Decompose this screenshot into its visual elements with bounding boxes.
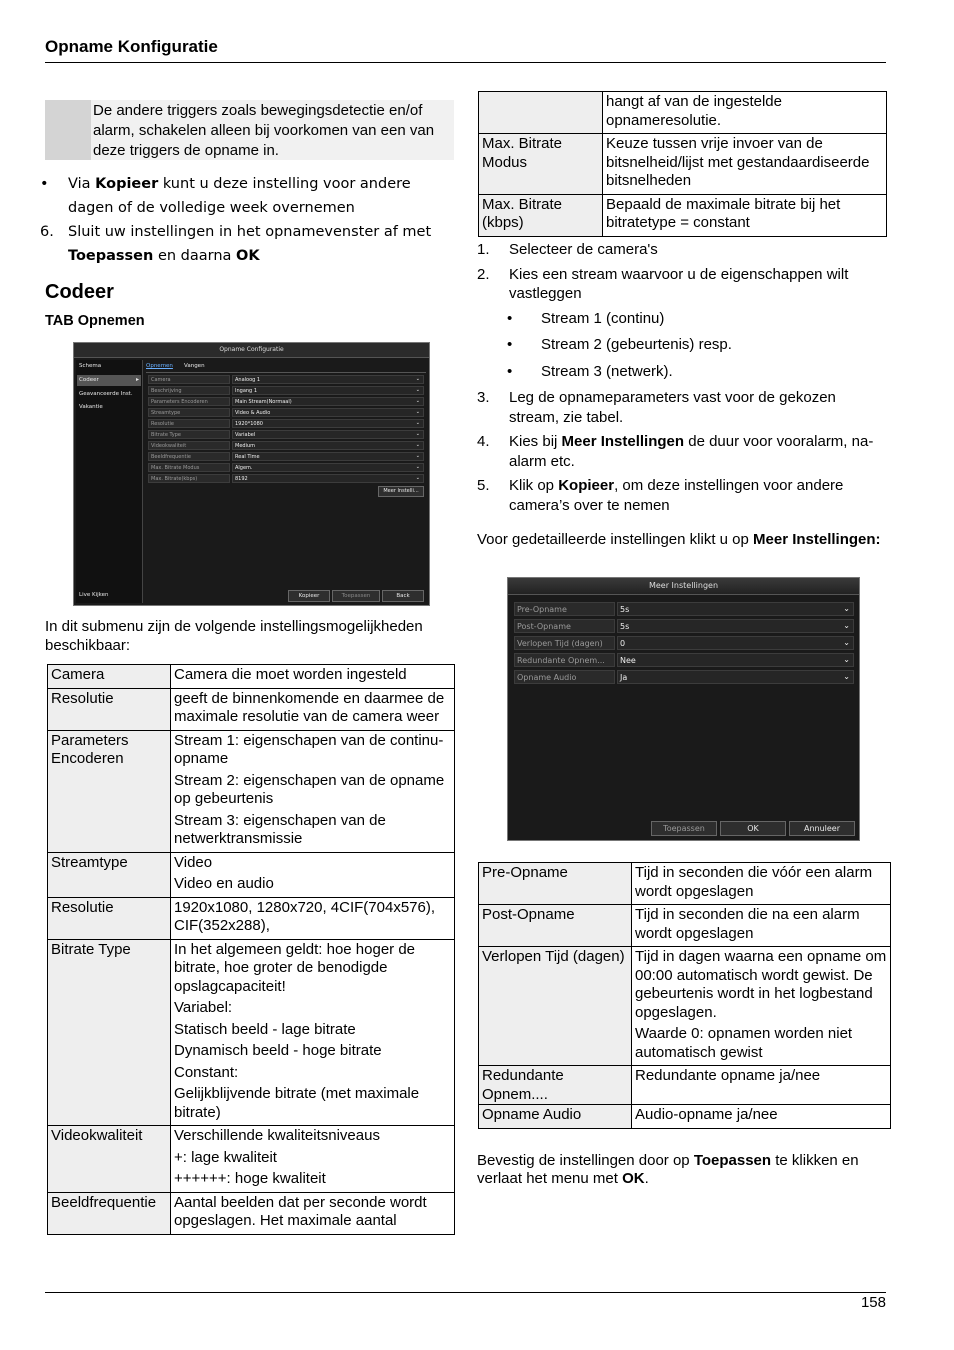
step-text: Leg de opnameparameters vast voor de gekozen stream, zie tabel. bbox=[509, 389, 836, 426]
chevron-down-icon: ⌄ bbox=[415, 442, 420, 448]
detail-text-bold: Meer Instellingen: bbox=[753, 531, 881, 548]
dvr-setting-label: Max. Bitrate Modus bbox=[148, 463, 230, 472]
dvr-setting-label: Videokwaliteit bbox=[148, 441, 230, 450]
table-value-cell bbox=[171, 897, 455, 939]
settings-table-2 bbox=[478, 91, 887, 237]
table-value-line: Verschillende kwaliteitsniveaus bbox=[174, 1127, 380, 1144]
table-value-cell bbox=[603, 134, 887, 195]
chevron-down-icon: ⌄ bbox=[415, 431, 420, 437]
table-row bbox=[479, 863, 891, 905]
step-2 bbox=[477, 265, 887, 304]
table-value-line: Audio-opname ja/nee bbox=[635, 1106, 778, 1123]
table-value-line: Keuze tussen vrije invoer van de bitsnelheid/lijst met gestandaardiseerde bitsnelheden bbox=[606, 135, 870, 189]
dvr-setting-value: 1920*1080 bbox=[235, 421, 263, 427]
dvr-settings-list bbox=[148, 375, 424, 485]
sidebar-item-codeer[interactable] bbox=[77, 375, 141, 386]
dvr-setting-row bbox=[148, 430, 424, 439]
sidebar-item-geavanceerd[interactable]: Geavanceerde Inst. bbox=[79, 391, 133, 397]
table-value-line: Aantal beelden dat per seconde wordt opgeslagen. Het maximale aantal bbox=[174, 1193, 427, 1229]
step-1 bbox=[477, 240, 887, 260]
kopieer-button[interactable]: Kopieer bbox=[288, 590, 330, 602]
dvr-setting-value: Ja bbox=[620, 673, 628, 682]
dvr-titlebar: Opname Configuratie bbox=[74, 343, 429, 358]
step-number: 4. bbox=[477, 433, 490, 450]
table-row bbox=[479, 1105, 891, 1129]
dvr-setting-row bbox=[148, 463, 424, 472]
step-text: Stream 2 (gebeurtenis) resp. bbox=[541, 336, 732, 353]
table-value-cell bbox=[603, 92, 887, 134]
chevron-down-icon: ⌄ bbox=[415, 453, 420, 459]
table-value-cell bbox=[632, 1105, 891, 1129]
table-row bbox=[479, 947, 891, 1066]
more-settings-button[interactable]: Meer Instelli... bbox=[378, 486, 424, 497]
dvr-setting-dropdown[interactable] bbox=[232, 452, 424, 461]
confirm-text-post: . bbox=[644, 1170, 649, 1187]
table-value-line: Variabel: bbox=[174, 999, 233, 1016]
table-key-cell: Max. Bitrate (kbps) bbox=[479, 194, 603, 236]
table-value-cell bbox=[632, 905, 891, 947]
table-value-line: 1920x1080, 1280x720, 4CIF(704x576), CIF(352x288), bbox=[174, 898, 436, 934]
dvr-setting-dropdown[interactable] bbox=[232, 397, 424, 406]
dvr-setting-row bbox=[148, 397, 424, 406]
tab-opnemen[interactable]: Opnemen bbox=[146, 363, 173, 369]
dvr-screenshot-meer-instellingen bbox=[507, 577, 860, 841]
dvr-setting-value: Ingang 1 bbox=[235, 388, 257, 394]
table-value-cell bbox=[632, 863, 891, 905]
table-value-line: Gelijkblijvende bitrate (met maximale bitrate) bbox=[174, 1085, 420, 1121]
step-text-bold: OK bbox=[236, 248, 260, 264]
chevron-down-icon: ⌄ bbox=[843, 638, 850, 647]
dvr-setting-dropdown[interactable] bbox=[617, 619, 854, 633]
chevron-down-icon: ⌄ bbox=[415, 475, 420, 481]
dvr-settings-list bbox=[514, 602, 854, 687]
dvr-setting-dropdown[interactable] bbox=[617, 636, 854, 650]
table-key-cell: Streamtype bbox=[48, 852, 171, 897]
table-value-line: In het algemeen geldt: hoe hoger de bitrate, hoe groter de benodigde opslagcapaciteit! bbox=[174, 940, 416, 995]
table-value-line: geeft de binnenkomende en daarmee de maximale resolutie van de camera weer bbox=[174, 689, 445, 725]
table-value-line: Stream 3: eigenschapen van de netwerktransmissie bbox=[174, 811, 386, 847]
note-box bbox=[45, 100, 454, 160]
dvr-setting-dropdown[interactable] bbox=[617, 670, 854, 684]
table-body bbox=[48, 665, 455, 1235]
dvr-setting-label: Opname Audio bbox=[514, 670, 615, 684]
steps-list bbox=[477, 240, 887, 520]
dvr-setting-dropdown[interactable] bbox=[617, 602, 854, 616]
dvr-setting-label: Max. Bitrate(kbps) bbox=[148, 474, 230, 483]
table-key-cell: Post-Opname bbox=[479, 905, 632, 947]
table-value-line: ++++++: hoge kwaliteit bbox=[174, 1170, 326, 1187]
step-3 bbox=[477, 388, 887, 427]
table-key-cell: Resolutie bbox=[48, 688, 171, 730]
chevron-down-icon: ⌄ bbox=[415, 376, 420, 382]
dvr-setting-value: 0 bbox=[620, 639, 626, 648]
table-value-cell bbox=[632, 1066, 891, 1105]
dvr-setting-value: Analoog 1 bbox=[235, 377, 261, 383]
dvr-setting-value: 5s bbox=[620, 622, 630, 631]
step-number: 6. bbox=[40, 224, 54, 240]
dvr-setting-row bbox=[148, 375, 424, 384]
chevron-down-icon: ⌄ bbox=[415, 464, 420, 470]
table-key-cell: Bitrate Type bbox=[48, 939, 171, 1126]
table-row bbox=[479, 92, 887, 134]
table-value-cell bbox=[171, 1126, 455, 1193]
table-row bbox=[48, 852, 455, 897]
table-value-cell bbox=[171, 1192, 455, 1234]
detail-text bbox=[477, 530, 887, 549]
dvr-setting-label: Redundante Opnem... bbox=[514, 653, 615, 667]
sidebar-item-label: Codeer bbox=[79, 377, 99, 383]
dvr-setting-row bbox=[148, 452, 424, 461]
dvr-setting-row bbox=[514, 602, 854, 616]
table-value-cell bbox=[171, 852, 455, 897]
dvr-setting-dropdown[interactable] bbox=[232, 441, 424, 450]
table-value-cell bbox=[171, 665, 455, 689]
chevron-down-icon: ⌄ bbox=[415, 409, 420, 415]
table-value-line: Video bbox=[174, 853, 213, 871]
table-row bbox=[48, 665, 455, 689]
table-body bbox=[479, 92, 887, 237]
note-icon bbox=[45, 100, 91, 160]
step-2-sub-1 bbox=[477, 309, 887, 329]
table-value-cell bbox=[632, 947, 891, 1066]
bullet-dot: • bbox=[507, 309, 513, 327]
bullet-kopieer bbox=[40, 172, 455, 220]
note-text: De andere triggers zoals bewegingsdetectie en/of alarm, schakelen alleen bij voorkomen van een van deze triggers de opname in. bbox=[93, 102, 435, 159]
table-key-cell: Redundante Opnem.... bbox=[479, 1066, 632, 1105]
dvr-setting-value: Variabel bbox=[235, 432, 256, 438]
table-value-line: Tijd in seconden die na een alarm wordt opgeslagen bbox=[635, 906, 860, 942]
table-key-cell: Videokwaliteit bbox=[48, 1126, 171, 1193]
step-text-post: , om deze instellingen voor andere camera’s over te nemen bbox=[509, 477, 844, 514]
bullet-dot: • bbox=[40, 176, 49, 192]
dvr-setting-label: Bitrate Type bbox=[148, 430, 230, 439]
table-value-cell bbox=[171, 730, 455, 852]
detail-text-pre: Voor gedetailleerde instellingen klikt u op bbox=[477, 531, 754, 548]
table-value-cell bbox=[171, 939, 455, 1126]
table-row bbox=[48, 897, 455, 939]
chevron-right-icon: ▸ bbox=[135, 376, 139, 383]
bullet-dot: • bbox=[507, 336, 513, 353]
step-text: Selecteer de camera's bbox=[509, 241, 658, 258]
page-number: 158 bbox=[860, 1294, 886, 1311]
bullet-text-post: kunt u deze instelling voor andere dagen of de volledige week overnemen bbox=[68, 176, 411, 216]
confirm-text bbox=[477, 1152, 887, 1188]
table-value-line: Stream 2: eigenschapen van de opname op gebeurtenis bbox=[174, 771, 445, 807]
footer-divider bbox=[45, 1292, 886, 1293]
confirm-text-pre: Bevestig de instellingen door op bbox=[477, 1152, 694, 1169]
step-text: Kies een stream waarvoor u de eigenschappen wilt vastleggen bbox=[509, 265, 849, 302]
step-text-pre: Kies bij bbox=[509, 433, 562, 450]
dvr-setting-dropdown[interactable] bbox=[232, 408, 424, 417]
step-text-bold: Kopieer bbox=[558, 477, 615, 494]
step-2-sub-2 bbox=[477, 335, 887, 355]
section-title: Codeer bbox=[45, 281, 114, 303]
page-header-title: Opname Konfiguratie bbox=[45, 37, 218, 56]
step-text-post: de duur voor vooralarm, na-alarm etc. bbox=[509, 433, 874, 470]
dvr-setting-label: Post-Opname bbox=[514, 619, 615, 633]
dvr-setting-value: Main Stream(Normaal) bbox=[235, 399, 292, 405]
dvr-setting-value: Algem. bbox=[235, 465, 253, 471]
dvr-setting-dropdown[interactable] bbox=[232, 463, 424, 472]
dvr-setting-label: Parameters Encoderen bbox=[148, 397, 230, 406]
sidebar-item-vakantie[interactable]: Vakantie bbox=[79, 404, 103, 410]
dvr-setting-row bbox=[514, 653, 854, 667]
step-text-mid: en daarna bbox=[153, 248, 237, 264]
chevron-down-icon: ⌄ bbox=[415, 387, 420, 393]
bullet-text-bold: Kopieer bbox=[95, 176, 159, 192]
table-value-line: Stream 1: eigenschapen van de continu-opname bbox=[174, 731, 444, 767]
step-5 bbox=[477, 476, 887, 515]
table-row bbox=[48, 1192, 455, 1234]
confirm-text-bold: Toepassen bbox=[693, 1152, 772, 1169]
table-value-line: Constant: bbox=[174, 1063, 239, 1081]
ok-button[interactable]: OK bbox=[720, 821, 786, 836]
table-value-line: Camera die moet worden ingesteld bbox=[174, 666, 407, 683]
step-number: 5. bbox=[477, 477, 490, 494]
table-row bbox=[48, 1126, 455, 1193]
dvr-setting-value: Medium bbox=[235, 443, 255, 449]
step-text: Stream 1 (continu) bbox=[541, 309, 665, 327]
table-value-line: Video en audio bbox=[174, 875, 274, 892]
dvr-titlebar: Meer Instellingen bbox=[508, 578, 859, 595]
dvr-tabbar bbox=[146, 362, 426, 373]
chevron-down-icon: ⌄ bbox=[843, 604, 850, 613]
tab-vangen[interactable]: Vangen bbox=[184, 363, 205, 369]
settings-table-3 bbox=[478, 862, 891, 1129]
table-key-cell: Parameters Encoderen bbox=[48, 730, 171, 852]
bullet-text-pre: Via bbox=[68, 176, 96, 192]
confirm-text-mid: te klikken en verlaat het menu met bbox=[477, 1152, 859, 1187]
step-number: 1. bbox=[477, 241, 490, 258]
table-value-line: Tijd in dagen waarna een opname om 00:00 automatisch wordt gewist. De gebeurtenis wordt in het logbestand opgeslagen. bbox=[635, 948, 887, 1021]
sidebar-item-schema[interactable]: Schema bbox=[79, 363, 102, 369]
dvr-setting-row bbox=[148, 386, 424, 395]
dvr-setting-label: Verlopen Tijd (dagen) bbox=[514, 636, 615, 650]
dvr-setting-dropdown[interactable] bbox=[617, 653, 854, 667]
table-key-cell: Max. Bitrate Modus bbox=[479, 134, 603, 195]
table-value-line: Redundante opname ja/nee bbox=[635, 1067, 821, 1084]
dvr-setting-value: Real Time bbox=[235, 454, 260, 460]
step-text-pre: Klik op bbox=[509, 477, 559, 494]
table-key-cell bbox=[479, 92, 603, 134]
dvr-setting-value: 5s bbox=[620, 605, 630, 614]
table-value-cell bbox=[603, 194, 887, 236]
dvr-setting-value: Video & Audio bbox=[235, 410, 271, 416]
table-row bbox=[479, 134, 887, 195]
confirm-text-bold: OK bbox=[622, 1170, 645, 1187]
dvr-setting-label: Beschrijving bbox=[148, 386, 230, 395]
step-text-bold: Toepassen bbox=[68, 248, 154, 264]
table-row bbox=[48, 688, 455, 730]
chevron-down-icon: ⌄ bbox=[843, 621, 850, 630]
table-key-cell: Pre-Opname bbox=[479, 863, 632, 905]
dvr-setting-label: Camera bbox=[148, 375, 230, 384]
annuleer-button[interactable]: Annuleer bbox=[789, 821, 855, 836]
table-key-cell: Opname Audio bbox=[479, 1105, 632, 1129]
table-key-cell: Verlopen Tijd (dagen) bbox=[479, 947, 632, 1066]
dvr-setting-value: Nee bbox=[620, 656, 636, 665]
dvr-screenshot-opname bbox=[73, 342, 430, 606]
back-button[interactable]: Back bbox=[382, 590, 424, 602]
step-number: 3. bbox=[477, 389, 490, 406]
table-value-cell bbox=[171, 688, 455, 730]
dvr-setting-label: Streamtype bbox=[148, 408, 230, 417]
table-value-line: +: lage kwaliteit bbox=[174, 1148, 277, 1166]
chevron-down-icon: ⌄ bbox=[843, 672, 850, 681]
table-body bbox=[479, 863, 891, 1129]
dvr-setting-row bbox=[514, 636, 854, 650]
table-value-line: hangt af van de ingestelde opnameresolutie. bbox=[606, 93, 782, 129]
intro-text: In dit submenu zijn de volgende instellingsmogelijkheden beschikbaar: bbox=[45, 618, 423, 654]
table-value-line: Tijd in seconden die vóór een alarm wordt opgeslagen bbox=[635, 864, 873, 900]
table-row bbox=[479, 1066, 891, 1105]
dvr-setting-value: 8192 bbox=[235, 476, 248, 482]
step-6 bbox=[40, 220, 455, 268]
dvr-setting-row bbox=[148, 441, 424, 450]
dvr-setting-label: Beeldfrequentie bbox=[148, 452, 230, 461]
step-text-pre: Sluit uw instellingen in het opnamevenster af met bbox=[68, 224, 432, 240]
table-value-line: Waarde 0: opnamen worden niet automatisch gewist bbox=[635, 1025, 853, 1061]
dvr-setting-row bbox=[148, 474, 424, 483]
table-row bbox=[479, 194, 887, 236]
dvr-setting-dropdown[interactable] bbox=[232, 419, 424, 428]
toepassen-button[interactable]: Toepassen bbox=[651, 821, 717, 836]
dvr-setting-dropdown[interactable] bbox=[232, 474, 424, 483]
table-value-line: Statisch beeld - lage bitrate bbox=[174, 1020, 356, 1038]
table-key-cell: Beeldfrequentie bbox=[48, 1192, 171, 1234]
dvr-setting-row bbox=[514, 670, 854, 684]
table-key-cell: Resolutie bbox=[48, 897, 171, 939]
chevron-down-icon: ⌄ bbox=[843, 655, 850, 664]
step-2-sub-3 bbox=[477, 362, 887, 382]
section-subtitle: TAB Opnemen bbox=[45, 313, 145, 329]
step-text-bold: Meer Instellingen bbox=[561, 433, 685, 450]
settings-table-1 bbox=[47, 664, 455, 1235]
table-value-line: Dynamisch beeld - hoge bitrate bbox=[174, 1042, 382, 1059]
dvr-sidebar bbox=[76, 360, 143, 603]
toepassen-button[interactable]: Toepassen bbox=[332, 590, 380, 602]
dvr-setting-row bbox=[148, 419, 424, 428]
dvr-setting-row bbox=[148, 408, 424, 417]
step-number: 2. bbox=[477, 265, 490, 283]
chevron-down-icon: ⌄ bbox=[415, 398, 420, 404]
table-row bbox=[479, 905, 891, 947]
bullet-dot: • bbox=[507, 362, 513, 380]
dvr-setting-dropdown[interactable] bbox=[232, 375, 424, 384]
dvr-setting-dropdown[interactable] bbox=[232, 386, 424, 395]
dvr-setting-label: Pre-Opname bbox=[514, 602, 615, 616]
table-key-cell: Camera bbox=[48, 665, 171, 689]
dvr-setting-dropdown[interactable] bbox=[232, 430, 424, 439]
table-row bbox=[48, 939, 455, 1126]
dvr-setting-row bbox=[514, 619, 854, 633]
dvr-setting-label: Resolutie bbox=[148, 419, 230, 428]
step-4 bbox=[477, 432, 887, 471]
sidebar-live-kijken[interactable]: Live Kijken bbox=[79, 592, 109, 598]
chevron-down-icon: ⌄ bbox=[415, 420, 420, 426]
table-row bbox=[48, 730, 455, 852]
header-divider bbox=[45, 62, 886, 63]
table-value-line: Bepaald de maximale bitrate bij het bitratetype = constant bbox=[606, 195, 841, 231]
step-text: Stream 3 (netwerk). bbox=[541, 362, 673, 380]
